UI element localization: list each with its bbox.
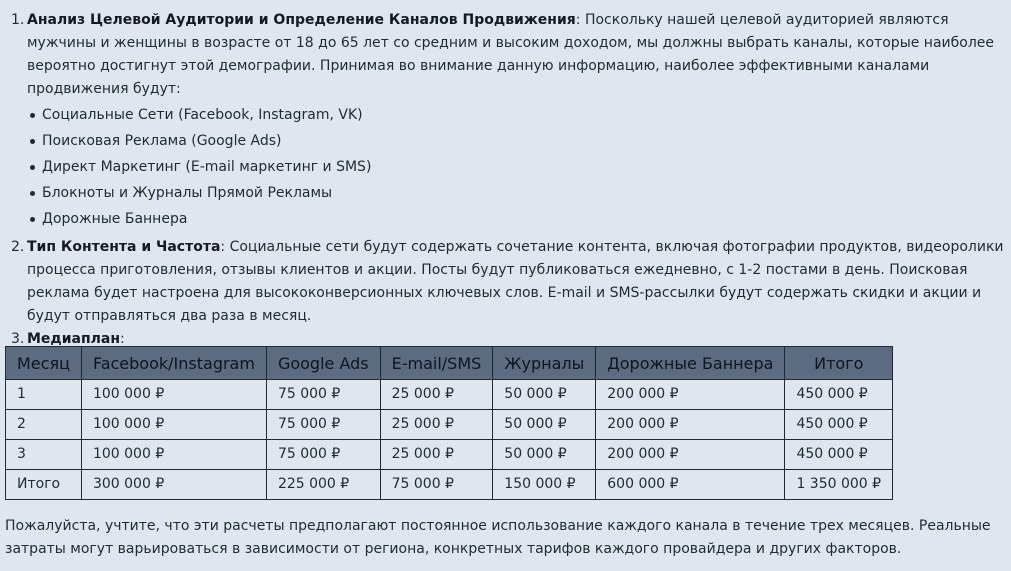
- table-cell: 450 000 ₽: [785, 410, 893, 440]
- table-cell: 225 000 ₽: [266, 470, 380, 500]
- table-cell: 1: [6, 380, 82, 410]
- item-title: Анализ Целевой Аудитории и Определение Каналов Продвижения: [27, 12, 576, 28]
- column-header: Google Ads: [266, 347, 380, 380]
- bullet-item: Блокноты и Журналы Прямой Рекламы: [42, 182, 1007, 208]
- table-cell: 50 000 ₽: [493, 440, 596, 470]
- column-header: E-mail/SMS: [380, 347, 493, 380]
- table-cell: 1 350 000 ₽: [785, 470, 893, 500]
- item-text: : Поскольку нашей целевой аудиторией являются мужчины и женщины в возрасте от 18 до 65 лет со средним и высоким доходом, мы должны выбрать каналы, которые наиболее вероятно достигнут этой демографии. Принимая во внимание данную информацию, наиболее эффективными каналами продвижения будут:: [27, 12, 995, 97]
- table-cell: 200 000 ₽: [596, 440, 785, 470]
- table-cell: 50 000 ₽: [493, 410, 596, 440]
- table-header-row: [6, 347, 893, 380]
- item-title: Медиаплан: [27, 331, 121, 347]
- table-cell: 75 000 ₽: [380, 470, 493, 500]
- table-cell: 75 000 ₽: [266, 380, 380, 410]
- bullet-item: Социальные Сети (Facebook, Instagram, VK): [42, 104, 1007, 130]
- column-header: Журналы: [493, 347, 596, 380]
- column-header: Месяц: [6, 347, 82, 380]
- column-header: Facebook/Instagram: [81, 347, 266, 380]
- table-total-row: [6, 470, 893, 500]
- bullet-item: Поисковая Реклама (Google Ads): [42, 130, 1007, 156]
- list-number: 2.: [11, 239, 25, 255]
- bullet-item: Директ Маркетинг (E-mail маркетинг и SMS): [42, 156, 1007, 182]
- table-cell: 450 000 ₽: [785, 380, 893, 410]
- table-row: [6, 410, 893, 440]
- table-cell: 100 000 ₽: [81, 380, 266, 410]
- table-cell: 600 000 ₽: [596, 470, 785, 500]
- channels-bullet-list: [27, 104, 1007, 234]
- table-cell: 25 000 ₽: [380, 440, 493, 470]
- table-cell: 150 000 ₽: [493, 470, 596, 500]
- table-cell: 200 000 ₽: [596, 410, 785, 440]
- table-cell: 75 000 ₽: [266, 410, 380, 440]
- table-cell: Итого: [6, 470, 82, 500]
- column-header: Итого: [785, 347, 893, 380]
- media-plan-table: [5, 346, 893, 500]
- numbered-list: [0, 9, 1011, 351]
- table-cell: 300 000 ₽: [81, 470, 266, 500]
- table-cell: 200 000 ₽: [596, 380, 785, 410]
- bullet-item: Дорожные Баннера: [42, 208, 1007, 234]
- table-cell: 2: [6, 410, 82, 440]
- item-text: :: [120, 331, 125, 347]
- table-cell: 25 000 ₽: [380, 380, 493, 410]
- table-row: [6, 440, 893, 470]
- footer-note: Пожалуйста, учтите, что эти расчеты предполагают постоянное использование каждого канала в течение трех месяцев. Реальные затраты могут варьироваться в зависимости от региона, конкретных тарифов каждого провайдера и других факторов.: [5, 518, 991, 557]
- item-title: Тип Контента и Частота: [27, 239, 221, 255]
- list-item-audience-analysis: [11, 9, 1011, 234]
- table-cell: 100 000 ₽: [81, 410, 266, 440]
- list-number: 1.: [11, 12, 25, 28]
- table-cell: 450 000 ₽: [785, 440, 893, 470]
- table-cell: 25 000 ₽: [380, 410, 493, 440]
- table-cell: 50 000 ₽: [493, 380, 596, 410]
- item-text: : Социальные сети будут содержать сочетание контента, включая фотографии продуктов, видеоролики процесса приготовления, отзывы клиентов и акции. Посты будут публиковаться ежедневно, с 1-2 постами в день. Поисковая реклама будет настроена для высококонверсионных ключевых слов. E-mail и SMS-рассылки будут содержать скидки и акции и будут отправляться два раза в месяц.: [27, 239, 1004, 324]
- response-content: [0, 9, 1011, 351]
- table-cell: 100 000 ₽: [81, 440, 266, 470]
- list-number: 3.: [11, 331, 25, 347]
- table-cell: 3: [6, 440, 82, 470]
- table-row: [6, 380, 893, 410]
- column-header: Дорожные Баннера: [596, 347, 785, 380]
- table-cell: 75 000 ₽: [266, 440, 380, 470]
- list-item-content-type: [11, 236, 1011, 328]
